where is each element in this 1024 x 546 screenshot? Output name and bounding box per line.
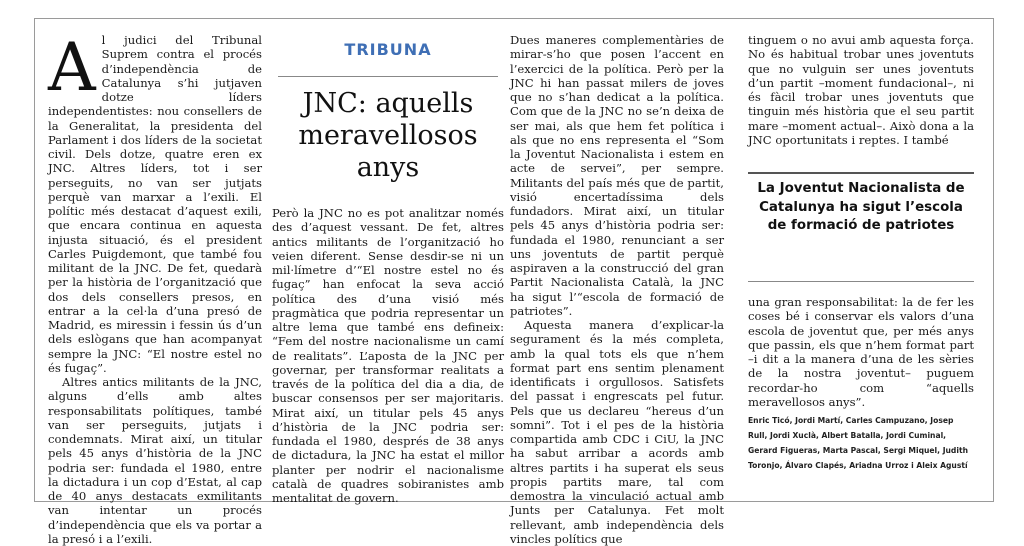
paragraph: Però la JNC no es pot analitzar només des d’aquest vessant. De fet, altres antics militants de l’organització ho veien diferent. Sense desdir-se ni un mil·límetre d’“El nostre estel no és fugaç” han enfocat la seva acció política des d’una visió més pragmàtica que podria representar un altre lema que també ens defineix: “Fem del nostre nacionalisme un camí de realitats”. L’aposta de la JNC per governar, per transformar realitats a través de la política del dia a dia, de buscar consensos per ser majoritaris. Mirat així, un titular pels 45 anys d’història de la JNC podria ser: fundada el 1980, després de 38 anys de dictadura, la JNC ha estat el millor planter per nodrir el nacionalisme català de quadres sobiranistes amb mentalitat de govern. [272,206,504,505]
signers-list: Enric Ticó, Jordi Martí, Carles Campuzano, Josep Rull, Jordi Xuclà, Albert Batalla, Jordi Cuminal, Gerard Figueras, Marta Pascal, Sergi Miquel, Judith Toronjo, Álvaro Clapés, Ariadna Urroz i Aleix Agustí [748,416,968,470]
pullquote-bottom-rule [748,281,974,282]
article-column-3 [510,33,724,546]
pullquote: La Joventut Nacionalista de Catalunya ha sigut l’escola de formació de patriotes [757,181,965,233]
paragraph: tinguem o no avui amb aquesta força. No és habitual trobar unes joventuts que no vulguin ser unes joventuts d’un partit –moment fundacional–, ni és fàcil trobar unes joventuts que tinguin més història que el seu partit mare –moment actual–. Això dona a la JNC oportunitats i reptes. I també [748,33,974,147]
frame-right-rule [993,18,994,502]
paragraph: Aquesta manera d’explicar-la segurament és la més completa, amb la qual tots els que n’hem format part ens sentim plenament identificats i orgullosos. Satisfets del passat i engrescats pel futur. Pels que us declareu “hereus d’un somni”. Tot i el pes de la història compartida amb CDC i CiU, la JNC ha sabut arribar a acords amb altres partits i ha superat els seus propis partits mare, tal com demostra la vinculació actual amb Junts per Catalunya. Fet molt rellevant, amb independència dels vincles polítics que [510,318,724,546]
paragraph: una gran responsabilitat: la de fer les coses bé i conservar els valors d’una escola de joventut que, per més anys que passin, els que n’hem format part –i dit a la manera d’una de les sèries de la nostra joventut– puguem recordar-ho com “aquells meravellosos anys”. [748,295,974,409]
article-column-4-top [748,33,974,163]
drop-cap: A [48,29,96,106]
article-column-1 [48,29,262,546]
section-divider [278,76,498,77]
headline: JNC: aquells meravellosos anys [298,88,478,183]
paragraph: l judici del Tribunal Suprem contra el procés d’independència de Catalunya s’hi jutjaven dotze líders independentistes: nou consellers de la Generalitat, la presidenta del Parlament i dos líders de la societat civil. Dels dotze, quatre eren ex JNC. Altres líders, tot i ser perseguits, no van ser jutjats perquè van marxar a l’exili. El polític més destacat d’aquest exili, que encara continua en aquesta injusta situació, és el president Carles Puigdemont, que també fou militant de la JNC. De fet, quedarà per la història de l’organització que dos dels consellers presos, en entrar a la cel·la d’una presó de Madrid, es miressin i fessin ús d’un dels eslògans que han acompanyat sempre la JNC: “El nostre estel no és fugaç”. [48,33,262,375]
paragraph: Altres antics militants de la JNC, alguns d’ells amb altes responsabilitats polítiques, també van ser perseguits, jutjats i condemnats. Mirat així, un titular pels 45 anys d’història de la JNC podria ser: fundada el 1980, entre la dictadura i un cop d’Estat, al cap de 40 anys destacats exmilitants van intentar un procés d’independència que els va portar a la presó i a l’exili. [48,375,262,546]
frame-top-rule [34,18,994,19]
pullquote-top-rule [748,172,974,174]
frame-left-rule [34,18,35,502]
paragraph: Dues maneres complementàries de mirar-s’ho que posen l’accent en l’exercici de la política. Però per la JNC hi han passat milers de joves que no s’han dedicat a la política. Com que de la JNC no se’n deixa de ser mai, als que hem fet política i als que no ens representa el “Som la Joventut Nacionalista i estem en acte de servei”, per sempre. Militants del país més que de partit, visió encertadíssima dels fundadors. Mirat així, un titular pels 45 anys d’història podria ser: fundada el 1980, renunciant a ser uns joventuts de partit perquè aspiraven a la construcció del gran Partit Nacionalista Català, la JNC ha sigut l’“escola de formació de patriotes”. [510,33,724,318]
article-column-4-bottom [748,295,974,409]
section-label: TRIBUNA [344,40,432,59]
article-column-2 [272,206,504,505]
